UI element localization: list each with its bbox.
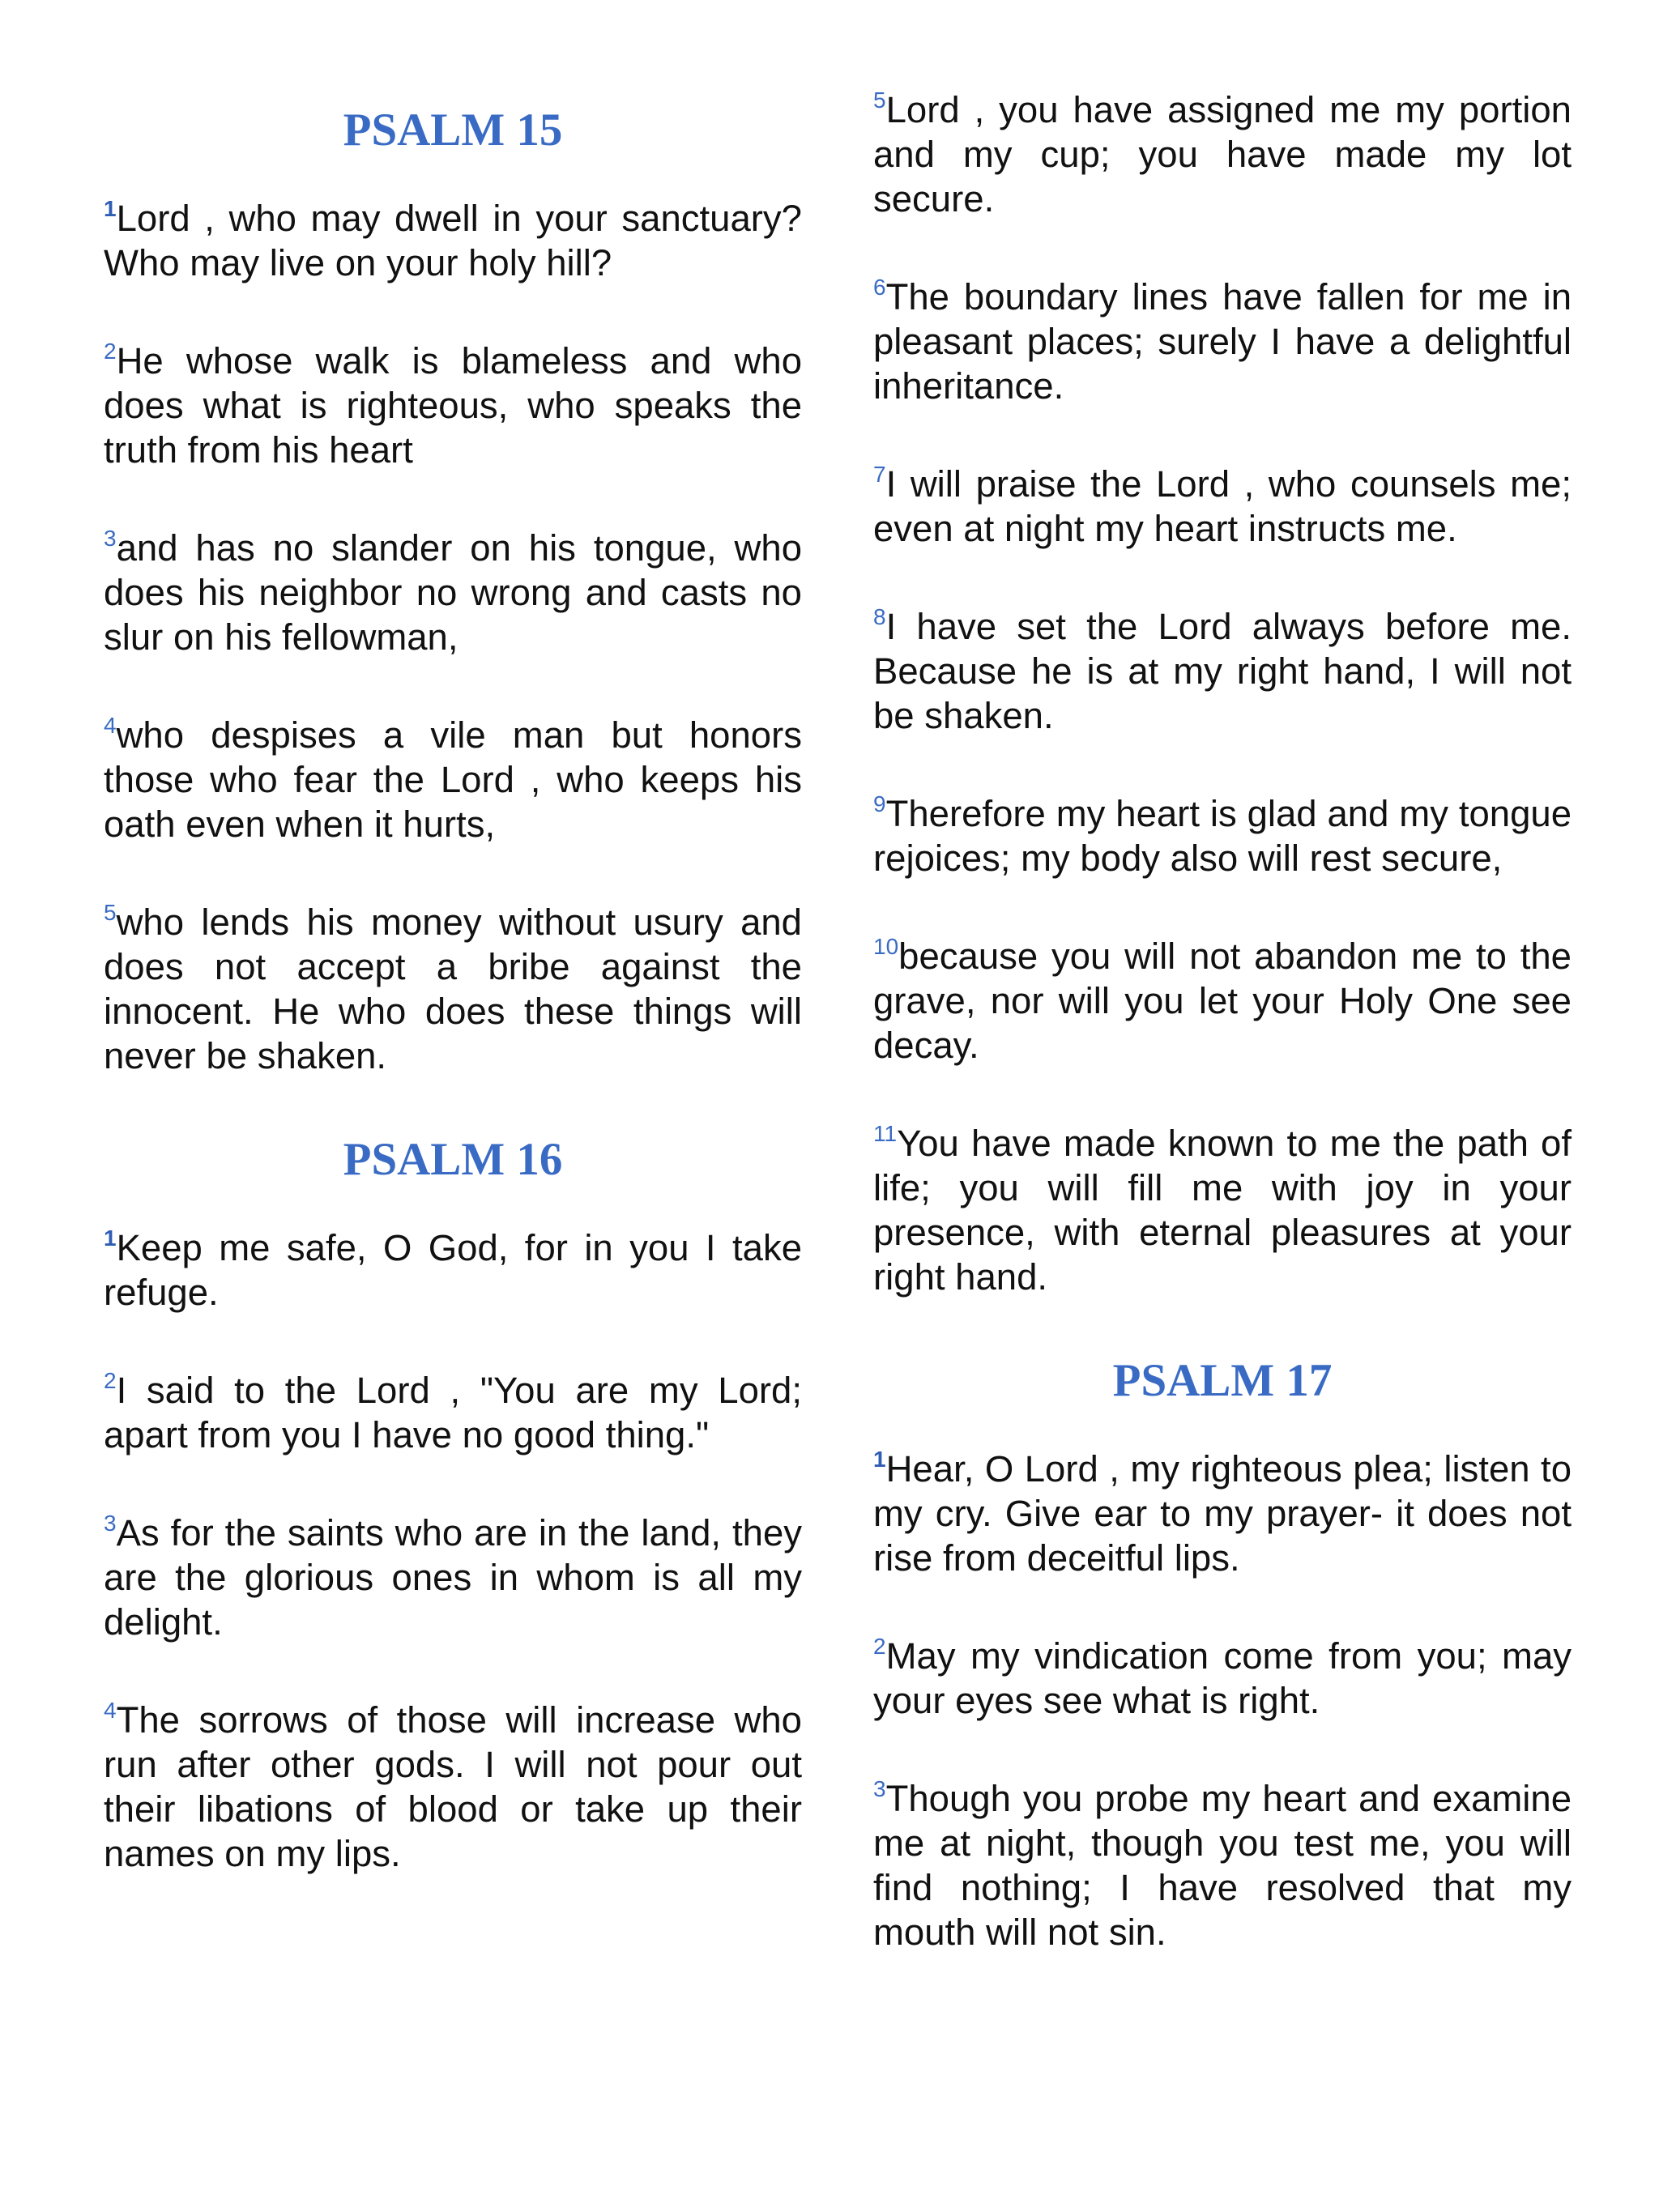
psalm-15-title: PSALM 15 <box>343 104 563 156</box>
verse-number: 9 <box>873 791 886 816</box>
verse-text: because you will not abandon me to the grave, nor will you let your Holy One see decay. <box>873 936 1572 1066</box>
verse-number: 4 <box>104 1698 117 1723</box>
verse-text: As for the saints who are in the land, they are the glorious ones in whom is all my delight. <box>104 1512 802 1643</box>
verse-text: Therefore my heart is glad and my tongue rejoices; my body also will rest secure, <box>873 793 1572 879</box>
verse-text: Though you probe my heart and examine me at night, though you test me, you will find nothing; I have resolved that my mouth will not sin. <box>873 1778 1572 1953</box>
psalm-15-verse-4 <box>104 713 802 846</box>
verse-number: 3 <box>104 526 117 551</box>
psalm-16-verse-5 <box>873 87 1572 221</box>
verse-text: who lends his money without usury and does not accept a bribe against the innocent. He who does these things will never be shaken. <box>104 901 802 1076</box>
verse-number: 3 <box>873 1776 886 1801</box>
verse-text: Hear, O Lord , my righteous plea; listen to my cry. Give ear to my prayer- it does not rise from deceitful lips. <box>873 1448 1572 1579</box>
psalm-16-title: PSALM 16 <box>343 1134 563 1185</box>
psalm-17-verse-1 <box>873 1447 1572 1580</box>
verse-text: You have made known to me the path of life; you will fill me with joy in your presence, with eternal pleasures at your right hand. <box>873 1123 1572 1298</box>
psalm-16-verse-10 <box>873 934 1572 1068</box>
verse-number: 8 <box>873 604 886 629</box>
psalm-17-verse-2 <box>873 1634 1572 1723</box>
verse-number: 1 <box>104 196 117 221</box>
verse-text: He whose walk is blameless and who does what is righteous, who speaks the truth from his heart <box>104 340 802 471</box>
verse-number: 6 <box>873 275 886 300</box>
psalm-15-verse-2 <box>104 339 802 472</box>
verse-text: The sorrows of those will increase who run after other gods. I will not pour out their libations of blood or take up their names on my lips. <box>104 1699 802 1874</box>
verse-text: I have set the Lord always before me. Because he is at my right hand, I will not be shaken. <box>873 606 1572 736</box>
verse-text: The boundary lines have fallen for me in pleasant places; surely I have a delightful inheritance. <box>873 276 1572 407</box>
verse-number: 2 <box>873 1634 886 1659</box>
verse-number: 1 <box>104 1225 117 1251</box>
psalm-17-title: PSALM 17 <box>1112 1355 1333 1406</box>
psalm-16-verse-4 <box>104 1698 802 1876</box>
verse-number: 5 <box>104 900 117 925</box>
psalm-15-verse-3 <box>104 526 802 659</box>
psalm-15-verse-1 <box>104 196 802 285</box>
verse-number: 11 <box>873 1121 898 1146</box>
verse-number: 3 <box>104 1511 117 1536</box>
left-column <box>104 87 802 1929</box>
psalm-16-verse-6 <box>873 275 1572 408</box>
verse-number: 2 <box>104 339 117 364</box>
verse-text: May my vindication come from you; may your eyes see what is right. <box>873 1635 1572 1721</box>
right-column <box>873 87 1572 2008</box>
verse-number: 7 <box>873 462 886 487</box>
verse-text: Lord , you have assigned me my portion and my cup; you have made my lot secure. <box>873 89 1572 219</box>
verse-text: Lord , who may dwell in your sanctuary? Who may live on your holy hill? <box>104 198 802 283</box>
verse-number: 1 <box>873 1447 886 1472</box>
verse-text: I said to the Lord , "You are my Lord; apart from you I have no good thing." <box>104 1370 802 1455</box>
psalm-16-verse-8 <box>873 604 1572 738</box>
psalm-16-verse-7 <box>873 462 1572 551</box>
psalm-16-verse-9 <box>873 791 1572 880</box>
verse-text: I will praise the Lord , who counsels me; even at night my heart instructs me. <box>873 463 1572 549</box>
psalm-15-verse-5 <box>104 900 802 1078</box>
psalm-16-verse-2 <box>104 1368 802 1457</box>
psalm-16-verse-1 <box>104 1225 802 1315</box>
verse-number: 4 <box>104 713 117 738</box>
verse-text: and has no slander on his tongue, who does his neighbor no wrong and casts no slur on his fellowman, <box>104 527 802 658</box>
verse-number: 10 <box>873 934 899 959</box>
psalm-17-verse-3 <box>873 1776 1572 1954</box>
verse-text: Keep me safe, O God, for in you I take refuge. <box>104 1227 802 1313</box>
verse-number: 5 <box>873 87 886 113</box>
verse-text: who despises a vile man but honors those who fear the Lord , who keeps his oath even when it hurts, <box>104 714 802 845</box>
psalm-16-verse-3 <box>104 1511 802 1644</box>
verse-number: 2 <box>104 1368 117 1393</box>
psalm-16-verse-11 <box>873 1121 1572 1299</box>
